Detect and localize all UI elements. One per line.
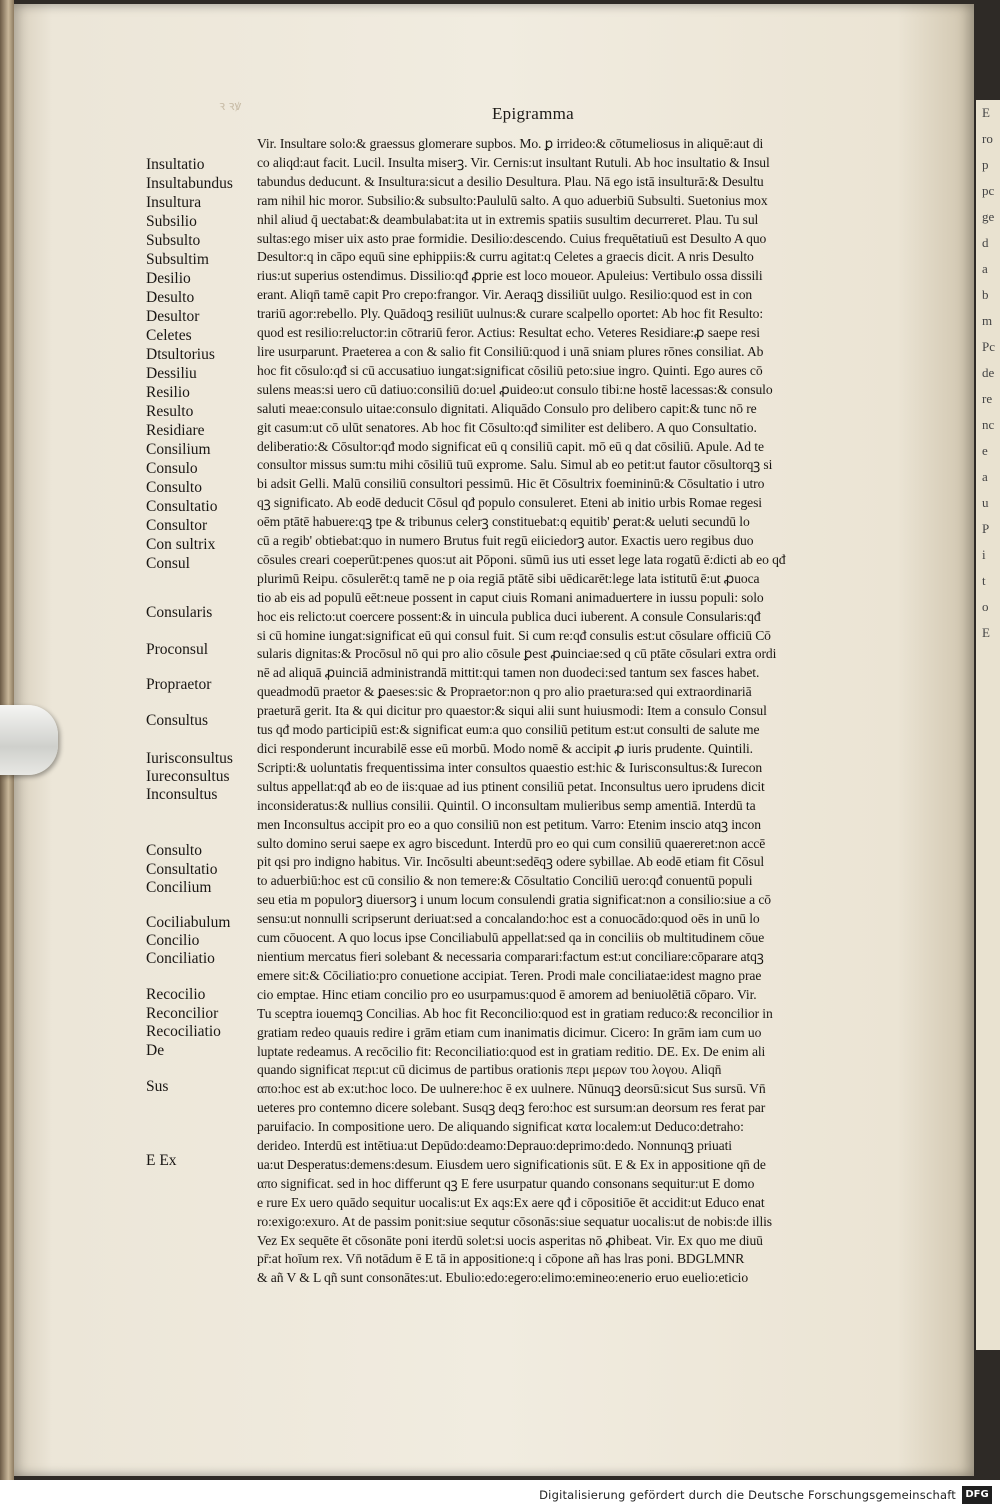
- text-line: qꝫ significato. Ab eodē deducit Cōsul qđ populo consuleret. Eteni ab initio urbis Romae regesi: [257, 495, 762, 511]
- margin-note: Resulto: [146, 403, 194, 420]
- facing-page-fragment: nc: [982, 417, 995, 432]
- text-line: deliberatio:& Cōsultor:qđ modo significat eū q consiliū capit. mō eū q dat cōsiliū. Apule. Ad te: [257, 438, 764, 454]
- facing-page-fragment: E: [982, 105, 990, 120]
- margin-note: Reconcilior: [146, 1005, 219, 1022]
- facing-page-fragment: b: [982, 287, 989, 302]
- text-line: seu etia m populorꝫ diuersorꝫ i unum locum consulendi gratia significat:non a consilio:siue a cō: [257, 892, 771, 908]
- margin-note: Desultor: [146, 308, 200, 325]
- text-line: quando significat περι:ut cū dicimus de partibus orationis περι μερων του λογου. Aliqn̄: [257, 1062, 722, 1078]
- text-line: sulto domino serui saepe ex agro biscedunt. Interdū pro eo qui cum consiliū quaereret:non accē: [257, 835, 766, 851]
- text-line: trariū agor:rebello. Ply. Quādoqꝫ resiliūt uulnus:& curare scalpello oportet: Ab hoc fit Resulto:: [257, 306, 764, 322]
- text-line: ram nihil hic moror. Subsilio:& subsulto:Paululū salto. A quo aduerbiū Subsulti. Suetonius mox: [257, 192, 768, 208]
- text-line: inconsideratus:& nullius consilii. Quintil. O inconsultam mulieribus semp amentiā. Interdū ta: [257, 797, 756, 813]
- margin-note: Desulto: [146, 289, 195, 306]
- margin-note: Consultatio: [146, 498, 218, 515]
- facing-page-fragment: o: [982, 599, 989, 614]
- text-line: Tu sceptra iouemqꝫ Concilias. Ab hoc fit Reconcilio:quod est in gratiam reduco:& reconcilior in: [257, 1005, 773, 1021]
- funding-credit: Digitalisierung gefördert durch die Deutsche Forschungsgemeinschaft: [539, 1488, 956, 1502]
- margin-note: Consul: [146, 555, 190, 572]
- text-line: cū a regib' obtiebat:quo in numero Brutus fuit regū eiiciedorꝫ autor. Exactis uero regibus duo: [257, 533, 754, 549]
- margin-note: Concilium: [146, 879, 212, 896]
- margin-note: Celetes: [146, 327, 192, 344]
- running-head: Epigramma: [492, 104, 575, 123]
- text-line: men Inconsultus accipit pro eo a quo consiliū non est petitum. Varro: Etenim inscio atqꝫ incon: [257, 816, 761, 832]
- text-line: nientium mercatus fieri solebant & necessaria comparari:factum est:ut conciliare:cōparare atqꝫ: [257, 948, 764, 964]
- text-line: derideo. Interdū est intētiua:ut Depūdo:deamo:Deprauo:deprimo:dedo. Nonnunqꝫ priuati: [257, 1138, 732, 1154]
- text-line: luptate redeamus. A recōcilio fit: Reconciliatio:quod est in gratiam reditio. DE. Ex. De enim ali: [257, 1043, 766, 1059]
- text-line: hoc fit cōsulo:qđ si cū accusatiuo iungat:significat cōsiliū peto:siue ingro. Quinti. Ego aures cō: [257, 362, 763, 378]
- printed-page: [14, 4, 974, 1476]
- margin-note: De: [146, 1042, 165, 1059]
- text-line: tio ab eis ad populū eēt:neue possent in caput ciuis Romani animaduertere in iussu populi: solo: [257, 589, 764, 605]
- text-line: sularis dignitas:& Procōsul nō qui pro alio cōsule ꝑest ꝓuinciae:sed q cū ptāte cōsulari extra ordi: [257, 646, 777, 662]
- margin-note: Consulto: [146, 479, 202, 496]
- margin-note: Concilio: [146, 932, 200, 949]
- text-line: emere sit:& Cōciliatio:pro conuetione accipiat. Teren. Prodi male conciliatae:idest magno prae: [257, 967, 762, 983]
- margin-note: Consilium: [146, 441, 211, 458]
- margin-note: Propraetor: [146, 676, 212, 693]
- text-line: dici responderunt incurabilē esse eū morbū. Modo nomē & accipit ꝓ iuris prudente. Quintili.: [257, 741, 753, 756]
- faint-folio-mark: ꝛ ꝛꝟ: [219, 98, 242, 113]
- margin-note: Dessiliu: [146, 365, 197, 382]
- text-line: nhil aliud q̄ uectabat:& deambulabat:ita ut in extremis spatiis susultim decurreret. Plau. Tu sul: [257, 211, 759, 227]
- text-line: sulens meas:si uero cū datiuo:consiliū do:uel ꝓuideo:ut consulo tibi:ne hostē lacessas:& consulo: [257, 381, 773, 397]
- facing-page-fragment: pc: [982, 183, 995, 198]
- page-clip: [0, 705, 58, 775]
- text-line: ro:exigo:exuro. At de passim ponit:siue sequtur cōsonās:siue sequatur uocalis:ut de nobis:de illis: [257, 1213, 772, 1229]
- dfg-logo: DFG: [962, 1486, 992, 1504]
- facing-page-edge: [976, 100, 1000, 1350]
- margin-note: Insultura: [146, 194, 202, 211]
- text-line: pit qsi pro indigno habitus. Vir. Incōsulti abeunt:sedēqꝫ odere sybillae. Ab eodē etiam fit Cōsul: [257, 854, 764, 870]
- text-line: consultor missus sum:tu mihi cōsiliū tuū exprome. Salu. Simul ab eo petit:ut fautor cōsultorqꝫ si: [257, 457, 773, 473]
- margin-note: Subsulto: [146, 232, 201, 249]
- facing-page-fragment: d: [982, 235, 989, 250]
- margin-note: Iureconsultus: [146, 768, 230, 785]
- text-line: & añ V & L qñ sunt consonātes:ut. Ebulio:edo:egero:elimo:emineo:enerio eruo euelio:eticio: [257, 1270, 749, 1286]
- facing-page-fragment: de: [982, 365, 995, 380]
- margin-note: Consularis: [146, 604, 213, 621]
- margin-note: Consultus: [146, 712, 209, 729]
- text-line: to aduerbiū:hoc est cū consilio & non temere:& Cōsultatio Conciliū uero:qđ conuentū populi: [257, 873, 753, 889]
- margin-note: Subsultim: [146, 251, 209, 268]
- margin-note: E Ex: [146, 1152, 177, 1169]
- text-line: tus qđ modo participiū est:& significat eum:a quo consiliū petitum est:ut consulti de salute me: [257, 722, 760, 738]
- facing-page-fragment: u: [982, 495, 989, 510]
- text-line: oēm ptātē habuere:qꝫ tpe & tribunus celerꝫ constituebat:q equitib' ꝑerat:& ueluti secundū lo: [257, 514, 750, 530]
- margin-note: Proconsul: [146, 641, 208, 658]
- text-line: ua:ut Desperatus:demens:desum. Eiusdem uero significationis sūt. E & Ex in appositione qn̄ de: [257, 1156, 766, 1172]
- margin-note: Recociliatio: [146, 1023, 221, 1040]
- facing-page-fragment: m: [982, 313, 993, 328]
- text-line: e rure Ex uero quādo sequitur uocalis:ut Ex aqs:Ex aere qđ i cōpositiōe ēt accidit:ut Educo enat: [257, 1194, 765, 1210]
- facing-page-fragment: a: [982, 261, 988, 276]
- text-line: tabundus deducunt. & Insultura:sicut a desilio Desultura. Plau. Nā ego istā insulturā:& Desultu: [257, 173, 764, 189]
- text-line: Desultor:q in cāpo equū sine ephippiis:& curru agitat:q Celetes a graecis dicit. A nris Desulto: [257, 249, 754, 265]
- text-line: cio emptae. Hinc etiam concilio pro eo usurpamus:quod ē amorem ad beniuolētiā cōparo. Vir.: [257, 986, 757, 1002]
- facing-page-fragment: t: [982, 573, 986, 588]
- margin-note: Cociliabulum: [146, 914, 231, 931]
- text-line: saluti meae:consulo uitae:consulo dignitati. Aliquādo Consulo pro delibero capit:& tunc nō re: [257, 400, 757, 416]
- text-line: queadmodū praetor & ꝑaeses:sic & Propraetor:non q pro alio praetura:sed qui extraordinariā: [257, 684, 752, 700]
- margin-note: Insultatio: [146, 156, 205, 173]
- text-line: απο:hoc est ab ex:ut:hoc loco. De uulnere:hoc ē ex uulnere. Nūnuqꝫ deorsū:sicut Sus sursū. Vn̄: [257, 1081, 766, 1097]
- margin-note: Insultabundus: [146, 175, 233, 192]
- text-line: bi adsit Gelli. Malū consiliū consultori pessimū. Hic ēt Cōsultrix foemininū:& Cōsultatio i utro: [257, 476, 765, 492]
- text-line: cōsules creari coeperūt:penes quos:ut ait Pōponi. sūmū ius uti esset lege lata rogatū ē:dicti ab eo qđ: [257, 551, 786, 567]
- margin-note: Desilio: [146, 270, 191, 287]
- margin-note: Dtsultorius: [146, 346, 215, 363]
- text-line: απο significat. sed in hoc differunt qꝫ E fere usurpatur quando consonans sequitur:ut E domo: [257, 1175, 755, 1191]
- text-line: paruifacio. In compositione uero. De aliquando significat κατα localem:ut Deduco:detraho:: [257, 1119, 744, 1135]
- text-line: cum cōuocent. A quo locus ipse Conciliabulū appellat:sed qa in conciliis ob multitudinem cōue: [257, 930, 765, 946]
- margin-note: Consultor: [146, 517, 208, 534]
- text-line: erant. Aliqn̄ tamē capit Pro crepo:frangor. Vir. Aeraqꝫ dissiliūt uulgo. Resilio:quod est in con: [257, 287, 753, 303]
- facing-page-fragment: ro: [982, 131, 993, 146]
- margin-note: Consultatio: [146, 861, 218, 878]
- facing-page-fragment: re: [982, 391, 993, 406]
- margin-note: Residiare: [146, 422, 205, 439]
- margin-note: Subsilio: [146, 213, 197, 230]
- facing-page-fragment: Pc: [982, 339, 995, 354]
- margin-note: Resilio: [146, 384, 190, 401]
- text-line: gratiam redeo quauis redire i grām etiam cum inanimatis dicimur. Cicero: In grām iam cum uo: [257, 1024, 762, 1040]
- text-line: rius:ut superius ostendimus. Dissilio:qđ ꝓprie est loco moueor. Apuleius: Vertibulo ossa dissili: [257, 268, 763, 284]
- text-line: sultas:ego miser uix asto prae formidie. Desilio:descendo. Cuius frequētatiuū est Desulto A quo: [257, 230, 767, 246]
- facing-page-fragment: ge: [982, 209, 995, 224]
- margin-note: Iurisconsultus: [146, 750, 233, 767]
- facing-page-fragment: p: [982, 157, 989, 172]
- facing-page-fragment: E: [982, 625, 990, 640]
- text-line: praeturā gerit. Ita & qui dicitur pro quaestor:& siqui alii sunt huiusmodi: Item a consulo Consul: [257, 703, 767, 719]
- margin-note: Conciliatio: [146, 950, 215, 967]
- text-line: Vez Ex sequēte ēt cōsonāte poni iterdū solet:si uocis asperitas nō ꝓhibeat. Vir. Ex quo me diuū: [257, 1232, 763, 1248]
- facing-page-fragment: e: [982, 443, 988, 458]
- margin-note: Inconsultus: [146, 786, 218, 803]
- margin-note: Consulo: [146, 460, 198, 477]
- body-text: [257, 135, 925, 1288]
- text-line: Scripti:& uoluntatis frequentissima inter consultos quaestio est:hic & Iurisconsultus:& Iurecon: [257, 759, 763, 775]
- margin-note: Consulto: [146, 842, 202, 859]
- margin-note: Sus: [146, 1078, 169, 1095]
- text-line: si cū homine iungat:significat eū qui consul fuit. Si cum re:qđ consulis est:ut cōsulare officiū Cō: [257, 627, 771, 643]
- facing-page-fragment: a: [982, 469, 988, 484]
- text-line: hoc eis relicto:ut coercere possent:& in uincula publica duci iuberent. A consule Consularis:qđ: [257, 608, 761, 624]
- facing-page-fragment: P: [982, 521, 990, 536]
- text-line: ueteres pro contemno dicere solebant. Susqꝫ deqꝫ fero:hoc est sursum:an deorsum res ferat par: [257, 1100, 766, 1116]
- footer-bar: [0, 1480, 1000, 1510]
- text-line: git casum:ut cō ulūt senatores. Ab hoc fit Cōsulto:qđ similiter est delibero. A quo Consultatio.: [257, 419, 757, 435]
- text-line: lire usurparunt. Praeterea a con & salio fit Consiliū:quod i unā sniam plures rōnes consiliat. Ab: [257, 343, 764, 359]
- text-line: sensu:ut nonnulli scripserunt deriuat:sed a concalando:hoc est a conuocādo:quod oēs in unū lo: [257, 911, 760, 927]
- text-line: sultus appellat:qđ ab eo de iis:quae ad ius ptinent consiliū petat. Inconsultus uero iprudens dicit: [257, 778, 765, 794]
- text-line: Vir. Insultare solo:& graessus glomerare supbos. Mo. ꝑ irrideo:& cōtumeliosus in aliquē:aut di: [257, 136, 764, 151]
- facing-page-fragment: i: [982, 547, 986, 562]
- text-line: co aliqd:aut facit. Lucil. Insulta miserꝫ. Vir. Cernis:ut insultant Rutuli. Ab hoc insultatio & Insul: [257, 154, 770, 170]
- text-line: plurimū Reipu. cōsulerēt:q tamē ne p oia regiā ptātē sibi uēdicarēt:lege lata istitutū ē:ut ꝓuoca: [257, 570, 760, 586]
- text-line: quod est resilio:reluctor:in cōtrariū feror. Actius: Resultat echo. Veteres Residiare:ꝓ saepe resi: [257, 325, 760, 341]
- text-line: nē ad aliquā ꝓuinciā administrandā mittit:qui tamen non duodeci:sed tantum sex fasces habet.: [257, 665, 760, 681]
- margin-note: Recocilio: [146, 986, 206, 1003]
- text-line: pr̄:at hoīum rex. Vn̄ notādum ē E tā in appositione:q i cōpone añ has lras poni. BDGLMNR: [257, 1251, 745, 1267]
- margin-note: Con sultrix: [146, 536, 216, 553]
